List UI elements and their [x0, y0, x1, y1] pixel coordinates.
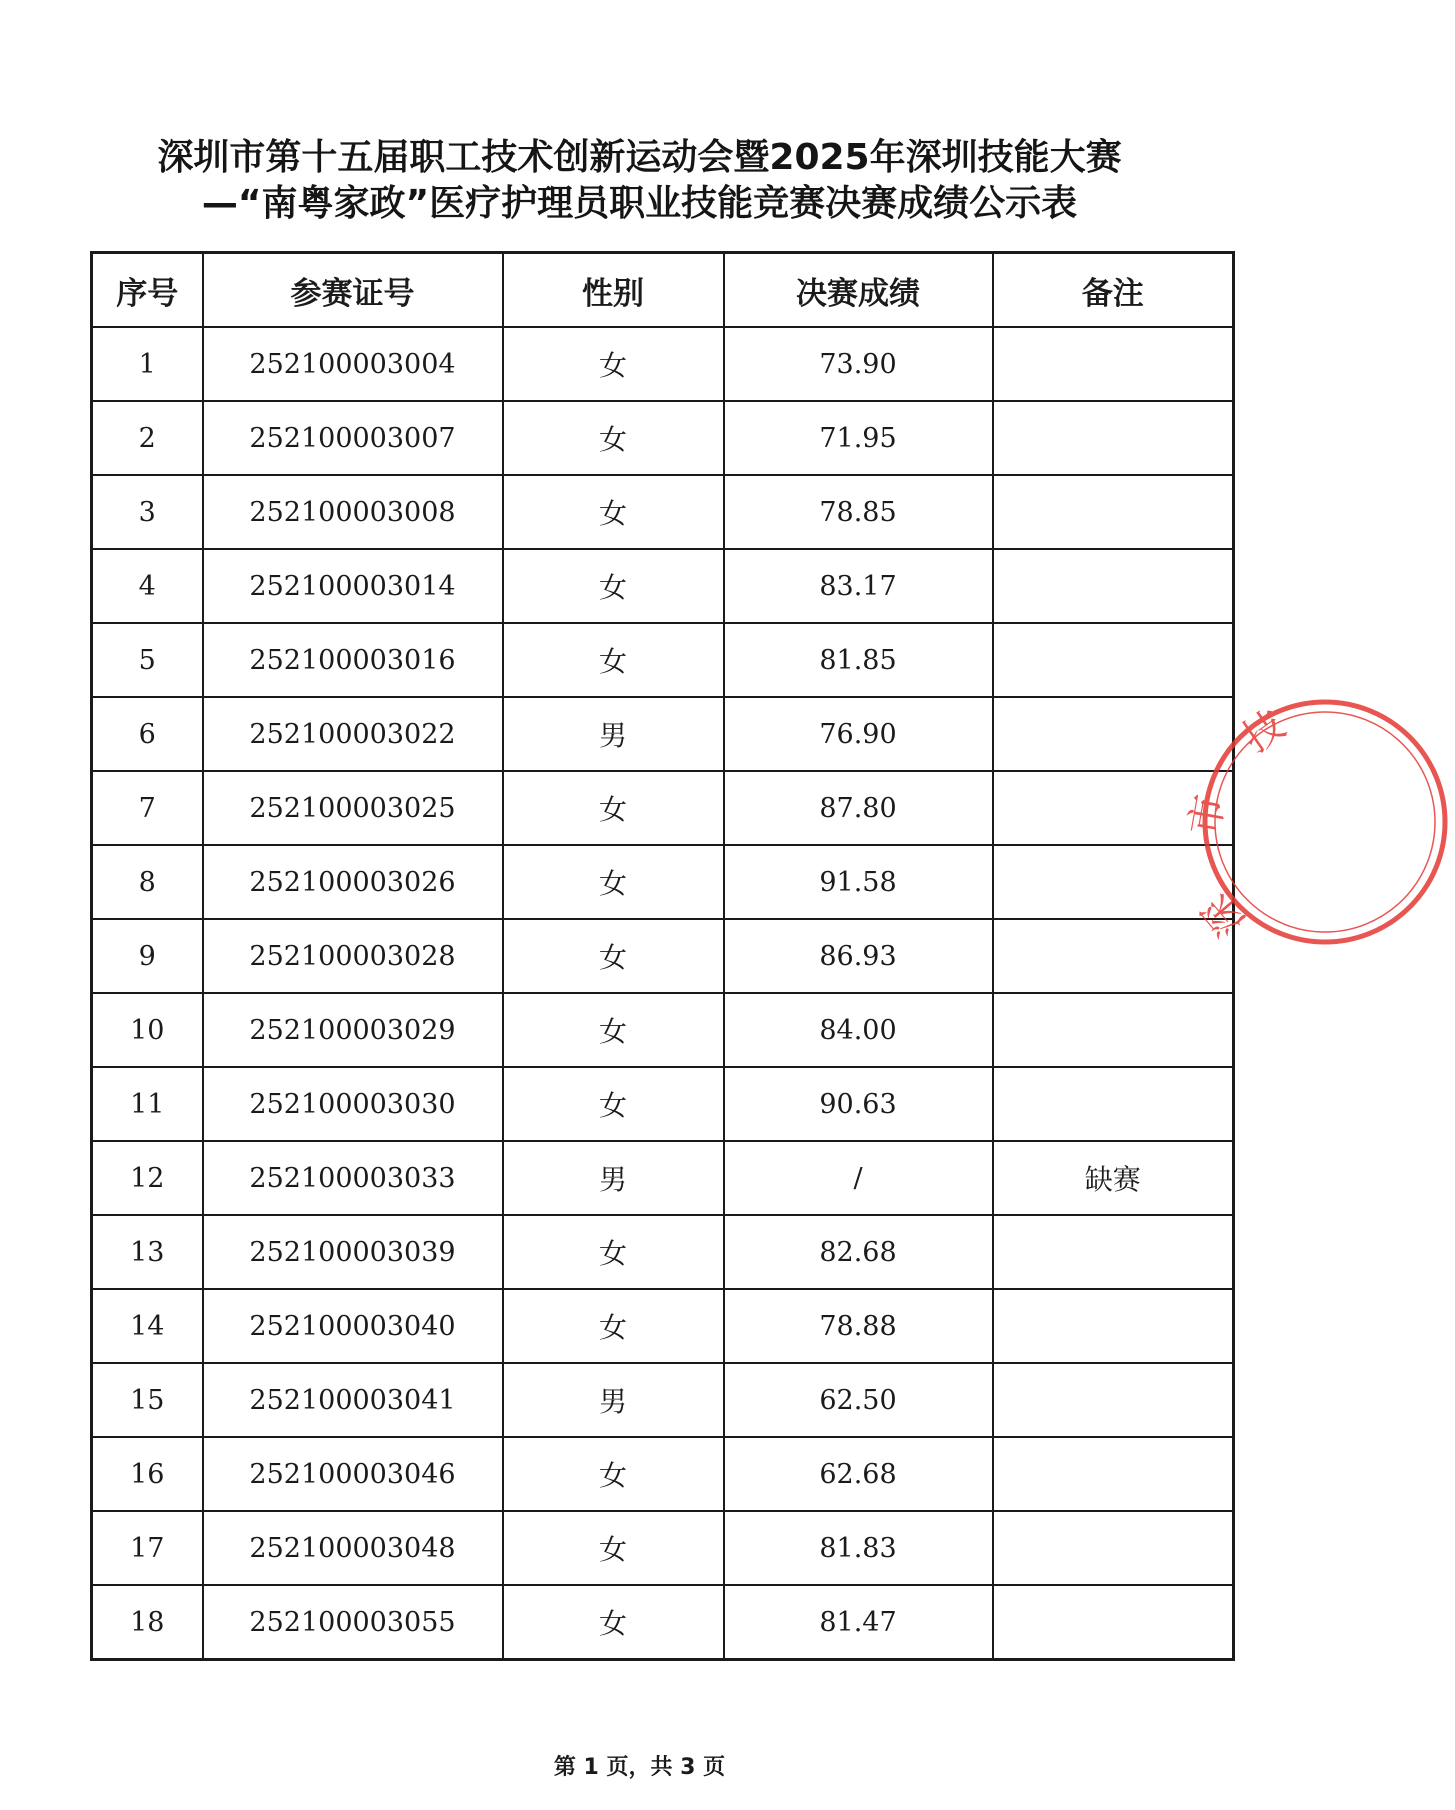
cell-no: 15 — [92, 1363, 203, 1437]
page-number: 第 1 页，共 3 页 — [553, 1755, 726, 1780]
seal-char-1: 市 — [1181, 791, 1234, 839]
cell-gender: 女 — [503, 1289, 724, 1363]
cell-gender: 女 — [503, 1437, 724, 1511]
cell-id: 252100003022 — [203, 697, 503, 771]
cell-score: 78.85 — [724, 475, 993, 549]
cell-id: 252100003007 — [203, 401, 503, 475]
cell-remark — [993, 1215, 1234, 1289]
cell-score: 62.68 — [724, 1437, 993, 1511]
seal-outer-ring — [1205, 702, 1445, 942]
cell-no: 14 — [92, 1289, 203, 1363]
header-gender: 性别 — [503, 253, 724, 328]
cell-remark — [993, 401, 1234, 475]
cell-gender: 女 — [503, 1215, 724, 1289]
cell-id: 252100003033 — [203, 1141, 503, 1215]
table-row — [92, 1363, 1234, 1437]
cell-no: 10 — [92, 993, 203, 1067]
cell-remark — [993, 623, 1234, 697]
cell-remark — [993, 845, 1234, 919]
table-row — [92, 1585, 1234, 1660]
cell-no: 18 — [92, 1585, 203, 1660]
cell-remark — [993, 475, 1234, 549]
cell-remark — [993, 993, 1234, 1067]
table-row — [92, 993, 1234, 1067]
cell-id: 252100003026 — [203, 845, 503, 919]
cell-score: 87.80 — [724, 771, 993, 845]
header-no: 序号 — [92, 253, 203, 328]
cell-remark — [993, 919, 1234, 993]
header-id: 参赛证号 — [203, 253, 503, 328]
cell-id: 252100003041 — [203, 1363, 503, 1437]
cell-remark: 缺赛 — [993, 1141, 1234, 1215]
seal-inner-ring — [1215, 712, 1435, 932]
cell-gender: 女 — [503, 623, 724, 697]
cell-gender: 女 — [503, 549, 724, 623]
cell-no: 2 — [92, 401, 203, 475]
cell-no: 12 — [92, 1141, 203, 1215]
cell-id: 252100003008 — [203, 475, 503, 549]
cell-score: 82.68 — [724, 1215, 993, 1289]
cell-no: 7 — [92, 771, 203, 845]
document-title-line-1: 深圳市第十五届职工技术创新运动会暨2025年深圳技能大赛 — [157, 137, 1122, 178]
table-row — [92, 919, 1234, 993]
cell-remark — [993, 1363, 1234, 1437]
cell-gender: 女 — [503, 1511, 724, 1585]
cell-gender: 男 — [503, 697, 724, 771]
score-table — [90, 251, 1235, 1661]
cell-no: 16 — [92, 1437, 203, 1511]
header-remark: 备注 — [993, 253, 1234, 328]
seal-char-3: 深 — [1193, 884, 1255, 946]
cell-no: 4 — [92, 549, 203, 623]
cell-id: 252100003055 — [203, 1585, 503, 1660]
cell-id: 252100003040 — [203, 1289, 503, 1363]
cell-score: 91.58 — [724, 845, 993, 919]
cell-score: 83.17 — [724, 549, 993, 623]
cell-no: 13 — [92, 1215, 203, 1289]
table-row — [92, 1437, 1234, 1511]
cell-no: 5 — [92, 623, 203, 697]
cell-score: 86.93 — [724, 919, 993, 993]
cell-score: / — [724, 1141, 993, 1215]
cell-no: 11 — [92, 1067, 203, 1141]
cell-id: 252100003046 — [203, 1437, 503, 1511]
cell-gender: 男 — [503, 1363, 724, 1437]
cell-score: 81.85 — [724, 623, 993, 697]
cell-gender: 女 — [503, 401, 724, 475]
cell-no: 8 — [92, 845, 203, 919]
seal-char-2: 技 — [1234, 701, 1294, 763]
cell-score: 62.50 — [724, 1363, 993, 1437]
cell-remark — [993, 697, 1234, 771]
cell-id: 252100003039 — [203, 1215, 503, 1289]
document-title-line-2: —“南粤家政”医疗护理员职业技能竞赛决赛成绩公示表 — [201, 183, 1078, 224]
cell-score: 90.63 — [724, 1067, 993, 1141]
cell-remark — [993, 1511, 1234, 1585]
cell-gender: 女 — [503, 1585, 724, 1660]
table-row — [92, 1067, 1234, 1141]
cell-remark — [993, 1437, 1234, 1511]
table-row — [92, 697, 1234, 771]
cell-no: 3 — [92, 475, 203, 549]
cell-remark — [993, 549, 1234, 623]
table-row — [92, 1141, 1234, 1215]
cell-remark — [993, 771, 1234, 845]
cell-score: 81.83 — [724, 1511, 993, 1585]
table-header-row — [92, 253, 1234, 328]
cell-id: 252100003025 — [203, 771, 503, 845]
cell-remark — [993, 1289, 1234, 1363]
cell-remark — [993, 1585, 1234, 1660]
table-row — [92, 1215, 1234, 1289]
table-row — [92, 1289, 1234, 1363]
cell-no: 17 — [92, 1511, 203, 1585]
cell-score: 81.47 — [724, 1585, 993, 1660]
cell-gender: 女 — [503, 845, 724, 919]
cell-id: 252100003029 — [203, 993, 503, 1067]
cell-remark — [993, 1067, 1234, 1141]
cell-no: 1 — [92, 327, 203, 401]
cell-no: 9 — [92, 919, 203, 993]
table-body — [92, 327, 1234, 1660]
cell-gender: 女 — [503, 771, 724, 845]
table-row — [92, 771, 1234, 845]
cell-score: 73.90 — [724, 327, 993, 401]
cell-score: 76.90 — [724, 697, 993, 771]
cell-score: 71.95 — [724, 401, 993, 475]
cell-id: 252100003048 — [203, 1511, 503, 1585]
cell-gender: 女 — [503, 993, 724, 1067]
cell-id: 252100003014 — [203, 549, 503, 623]
cell-gender: 女 — [503, 475, 724, 549]
cell-id: 252100003028 — [203, 919, 503, 993]
header-score: 决赛成绩 — [724, 253, 993, 328]
cell-id: 252100003030 — [203, 1067, 503, 1141]
cell-id: 252100003016 — [203, 623, 503, 697]
cell-score: 78.88 — [724, 1289, 993, 1363]
cell-gender: 男 — [503, 1141, 724, 1215]
cell-id: 252100003004 — [203, 327, 503, 401]
table-row — [92, 549, 1234, 623]
cell-gender: 女 — [503, 327, 724, 401]
cell-gender: 女 — [503, 919, 724, 993]
table-row — [92, 401, 1234, 475]
table-row — [92, 1511, 1234, 1585]
cell-no: 6 — [92, 697, 203, 771]
table-row — [92, 327, 1234, 401]
table-row — [92, 475, 1234, 549]
cell-gender: 女 — [503, 1067, 724, 1141]
table-row — [92, 623, 1234, 697]
cell-score: 84.00 — [724, 993, 993, 1067]
table-row — [92, 845, 1234, 919]
cell-remark — [993, 327, 1234, 401]
